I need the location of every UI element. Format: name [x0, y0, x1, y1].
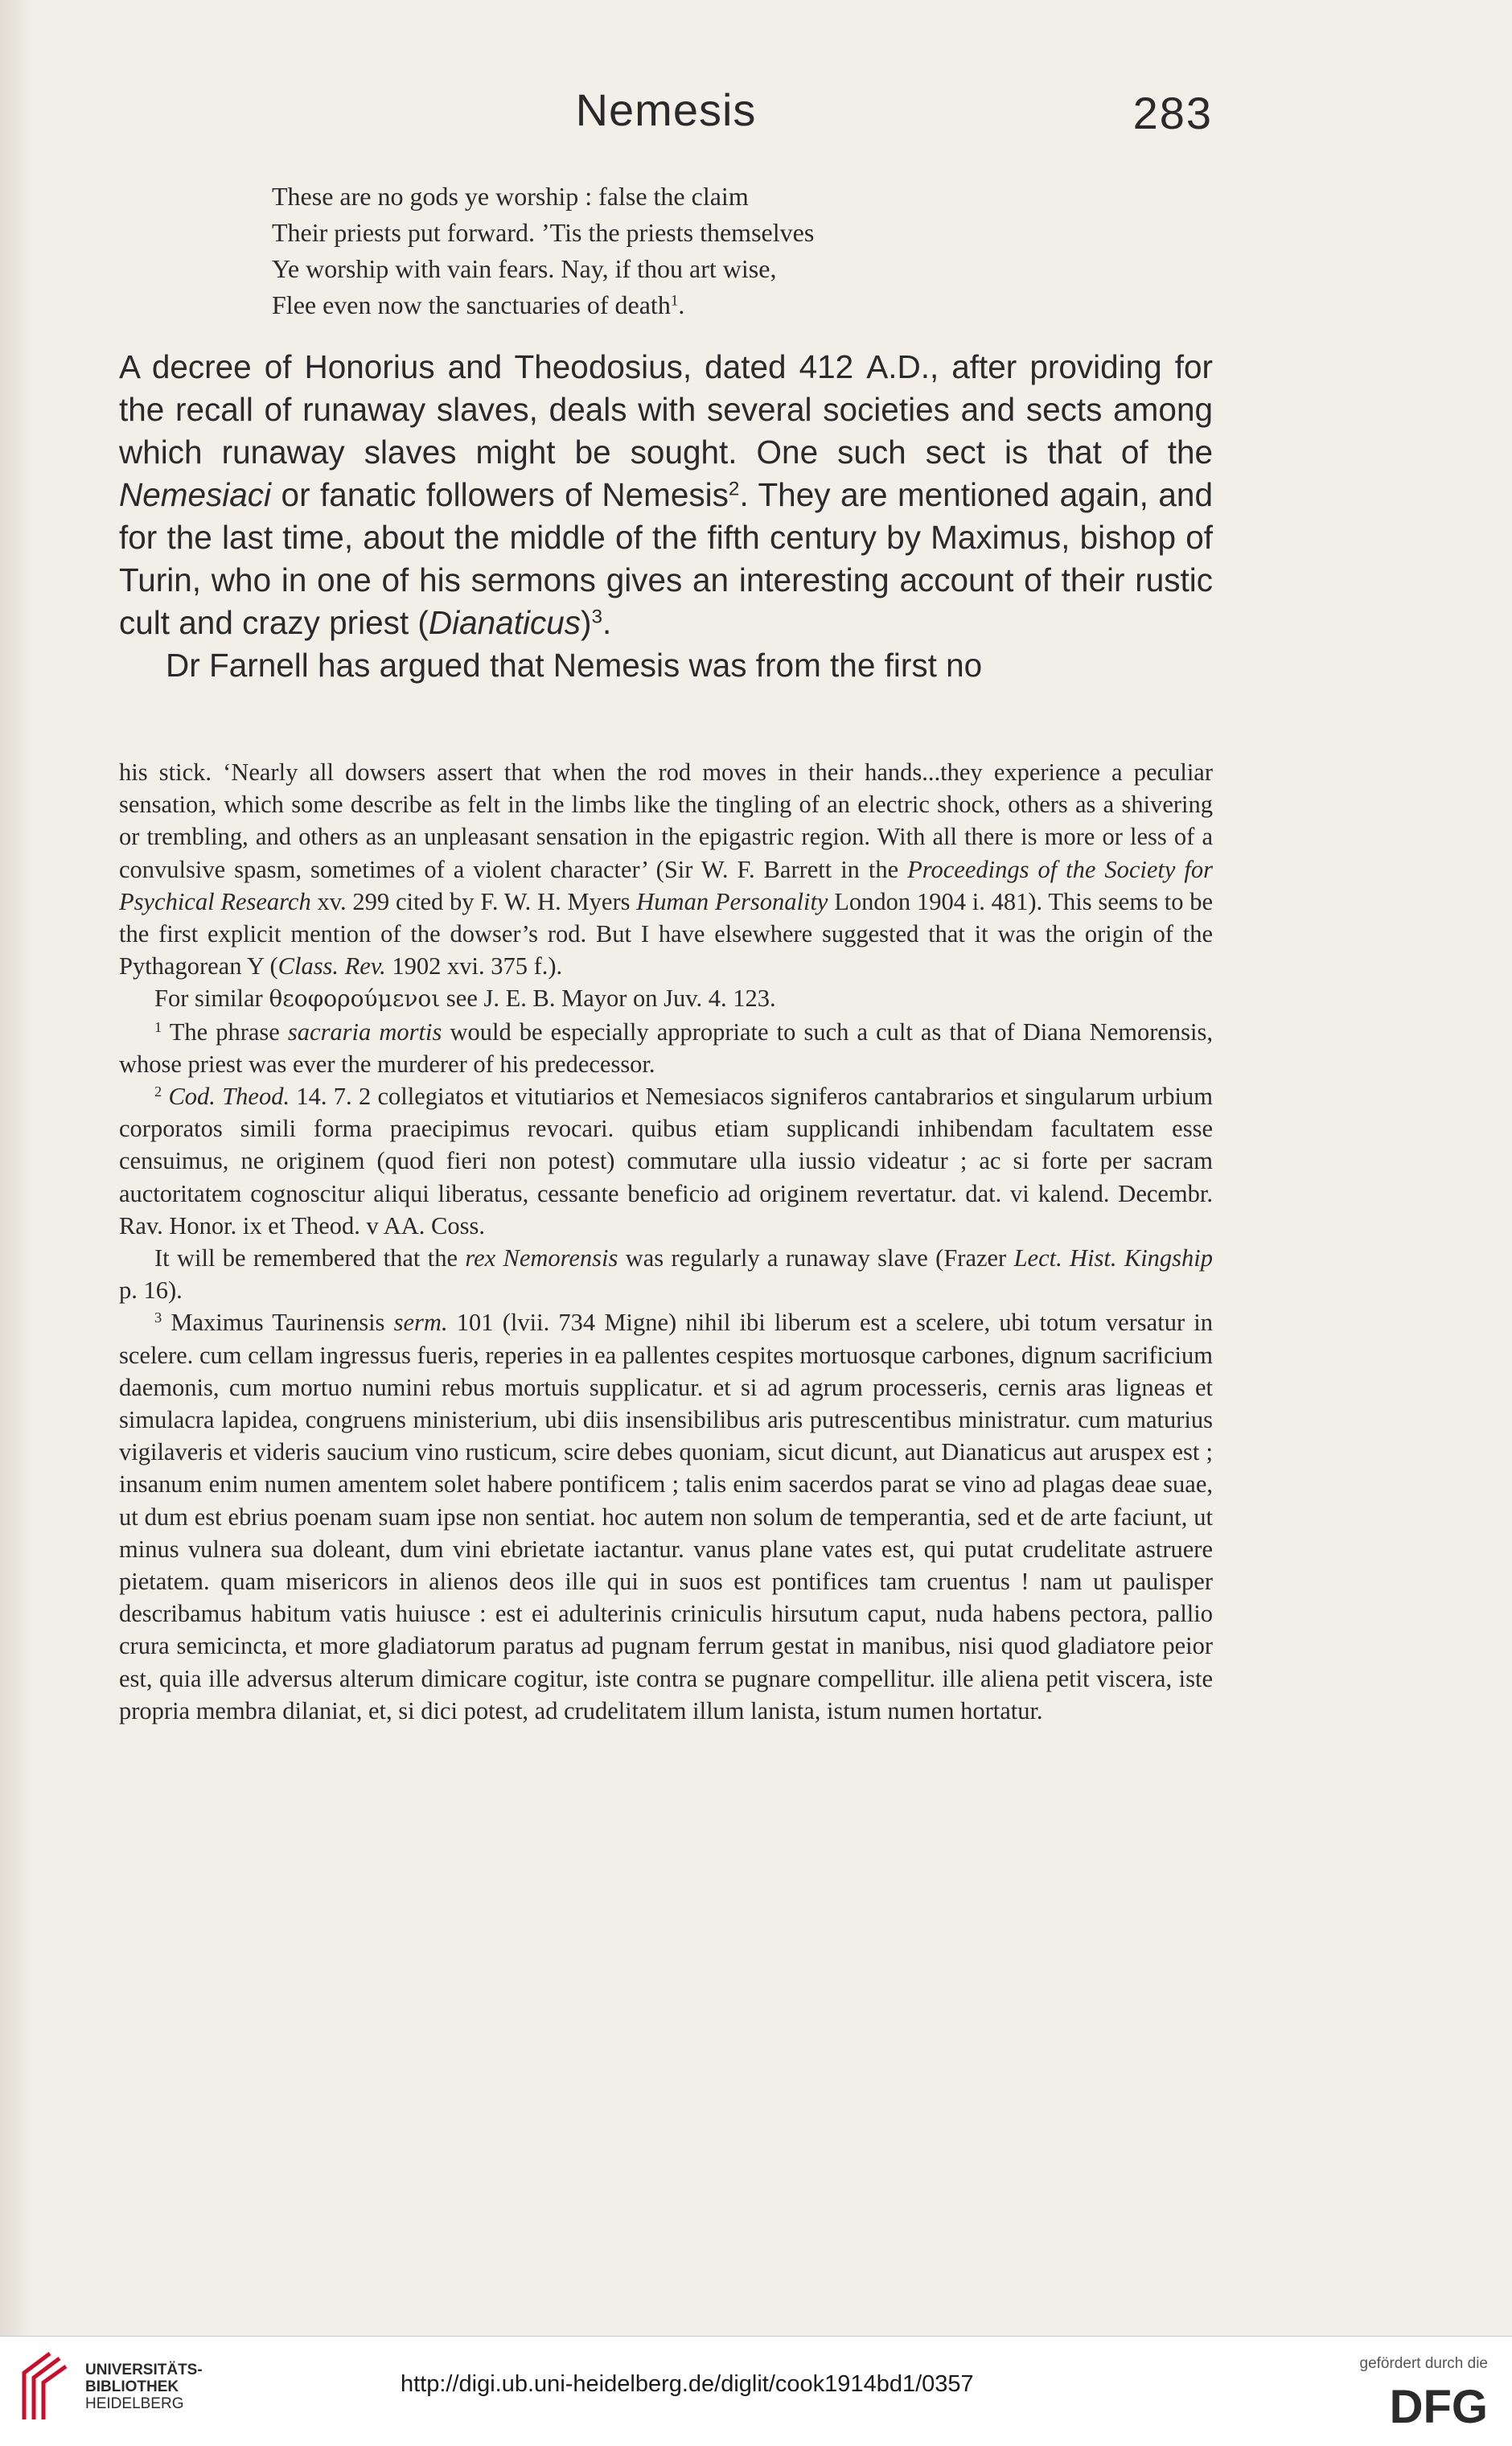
running-head: Nemesis: [575, 84, 757, 135]
dfg-logo: [1359, 2381, 1488, 2429]
page-edge-shadow: [0, 0, 32, 2446]
paragraph: A decree of Honorius and Theodosius, dated 412 A.D., after providing for the recall of runaway slaves, deals with several societies and sects among which runaway slaves might be sought. One such sect is that of the Nemesiaci or fanatic followers of Nemesis$^2$. They are mentioned again, and for the last time, about the middle of the fifth century by Maximus, bishop of Turin, who in one of his sermons gives an interesting account of their rustic cult and crazy priest (Dianaticus)$^3$.: [119, 348, 1213, 641]
footnote-ref: 1: [670, 292, 679, 310]
footnote-addendum: For similar θεοφορούμενοι see J. E. B. Mayor on Juv. 4. 123.: [154, 985, 776, 1013]
footnote-2-addendum: It will be remembered that the rex Nemorensis was regularly a runaway slave (Frazer Lect. Hist. Kingship p. 16).: [119, 1244, 1214, 1305]
library-logo-icon: [18, 2349, 69, 2423]
verse-line: Flee even now the sanctuaries of death$^1$.: [272, 290, 685, 319]
main-text: [119, 346, 1213, 687]
verse-line: These are no gods ye worship : false the claim: [272, 182, 749, 211]
page-header: [119, 84, 1213, 148]
verse-quotation: [272, 179, 1157, 323]
footnote-2: $^2$ Cod. Theod. 14. 7. 2 collegiatos et vitutiarios et Nemesiacos signiferos cantabrarios et singularum urbium corporatos simili forma praecipimus revocari. quibus etiam supplicandi inhibendam facultatem esse censuimus, ne originem (quod fieri non potest) commutare ulla iussio videatur ; ac si forte per sacram auctoritatem cognoscitur aliqui liberatus, cessante beneficio ad originem revertatur. dat. vi kalend. Decembr. Rav. Honor. ix et Theod. v AA. Coss.: [119, 1083, 1214, 1239]
footnote-continuation: his stick. ‘Nearly all dowsers assert that when the rod moves in their hands...they experience a peculiar sensation, which some describe as felt in the limbs like the tingling of an electric shock, others as a shivering or trembling, and others as an unpleasant sensation in the epigastric region. With all there is more or less of a convulsive spasm, sometimes of a violent character’ (Sir W. F. Barrett in the Proceedings of the Society for Psychical Research xv. 299 cited by F. W. H. Myers Human Personality London 1904 i. 481). This seems to be the first explicit mention of the dowser’s rod. But I have elsewhere suggested that it was the origin of the Pythagorean Y (Class. Rev. 1902 xvi. 375 f.).: [119, 758, 1214, 980]
footnote-ref: 2: [728, 478, 740, 500]
verse-line: Their priests put forward. ’Tis the priests themselves: [272, 218, 815, 247]
footnote-1: $^1$ The phrase sacraria mortis would be especially appropriate to such a cult as that of Diana Nemorensis, whose priest was ever the murderer of his predecessor.: [119, 1017, 1213, 1078]
paragraph: Dr Farnell has argued that Nemesis was from the first no: [166, 647, 983, 684]
library-name: UNIVERSITÄTS- BIBLIOTHEK HEIDELBERG: [85, 2362, 203, 2412]
page-number: 283: [1132, 88, 1213, 138]
source-url-link[interactable]: http://digi.ub.uni-heidelberg.de/diglit/cook1914bd1/0357: [401, 2371, 974, 2397]
svg-text:DFG: DFG: [1389, 2381, 1488, 2429]
footnotes: [119, 756, 1213, 1727]
footnote-3: $^3$ Maximus Taurinensis serm. 101 (lvii. 734 Migne) nihil ibi liberum est a scelere, ubi totum versatur in scelere. cum cellam ingressus fueris, reperies in ea pallentes cespites mortuosque carbones, dignum sacrificium daemonis, cum mortuo numini rebus mortuis supplicatur. et si ad agrum processeris, cernis aras ligneas et simulacra lapidea, congruens ministerium, ubi diis insensibilibus aris putrescentibus ministratur. cum maturius vigilaveris et videris saucium vino rusticum, scire debes quoniam, sicut dicunt, aut Dianaticus aut aruspex est ; insanum enim numen amentem solet habere pontificem ; talis enim sacerdos parat se vino ad plagas deae suae, ut dum est ebrius poenam suam ipse non sentiat. hoc autem non solum de temperantia, sed et de arte faciunt, ut minus vulnera sua doleant, dum vini ebrietate iactantur. vanus plane vates est, qui putat crudelitate astruere pietatem. quam misericors in alienos deos ille qui in suos est pontifices tam cruentus ! nam ut paulisper describamus habitum vatis huiusce : est ei adulterinis criniculis hirsutum caput, nuda habens pectora, pallio crura semicincta, et more gladiatorum paratus ad pugnam ferrum gestat in manibus, nisi quod gladiatore peior est, quia ille adversus alterum dimicare cogitur, iste contra se pugnare compellitur. ille aliena petit viscera, iste propria membra dilaniat, et, si dici potest, ad crudelitatem illum lanista, istum numen hortatur.: [119, 1309, 1214, 1725]
funder-note: gefördert durch die: [1359, 2355, 1488, 2372]
verse-line: Ye worship with vain fears. Nay, if thou art wise,: [272, 254, 777, 283]
footnote-ref: 3: [591, 606, 602, 628]
